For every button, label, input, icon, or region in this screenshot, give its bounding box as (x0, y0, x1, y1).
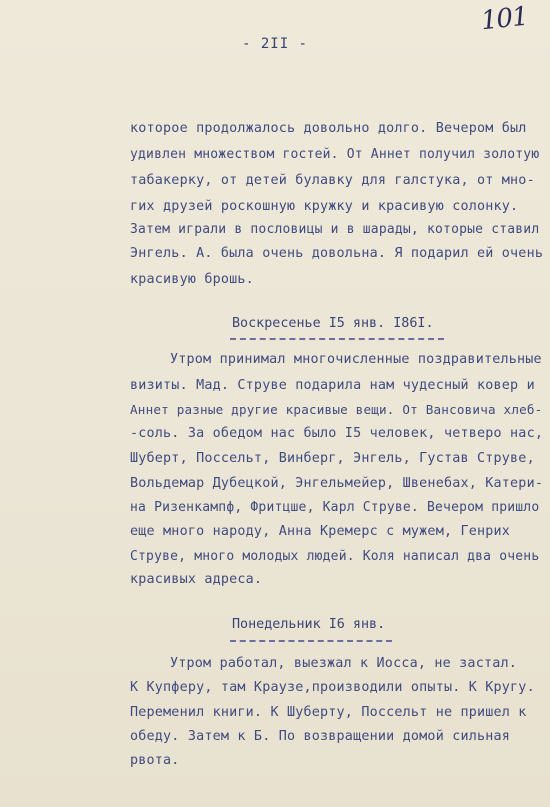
text-line: табакерку, от детей булавку для галстука, от мно- (130, 173, 535, 188)
section-heading: Понедельник І6 янв. (232, 617, 386, 632)
text-line: еще много народу, Анна Кремерс с мужем, Генрих (130, 524, 511, 539)
text-line: Энгель. А. была очень довольна. Я подарил ей очень (130, 246, 544, 261)
text-line: красивых адреса. (130, 572, 263, 587)
heading-underline (230, 640, 392, 642)
text-line: Затем играли в пословицы и в шарады, которые ставил (130, 222, 540, 237)
text-line: красивую брошь. (130, 272, 254, 287)
text-line: обеду. Затем к Б. По возвращении домой сильная (130, 729, 511, 744)
heading-underline (230, 338, 444, 340)
text-line: Утром принимал многочисленные поздравительные (170, 352, 542, 367)
text-line: гих друзей роскошную кружку и красивую солонку. (130, 199, 519, 214)
text-line: Аннет разные другие красивые вещи. От Вансовича хлеб- (130, 402, 543, 417)
text-line: которое продолжалось довольно долго. Вечером был (130, 121, 527, 136)
text-line: визиты. Мад. Струве подарила нам чудесный ковер и (130, 378, 535, 393)
handwritten-folio-number: 101 (479, 1, 530, 37)
text-line: Переменил книги. К Шуберту, Поссельт не пришел к (130, 705, 527, 720)
text-line: -соль. За обедом нас было І5 человек, четверо нас, (130, 426, 544, 441)
text-line: К Купферу, там Краузе,производили опыты. К Кругу. (130, 680, 535, 695)
section-heading: Воскресенье І5 янв. І86І. (232, 316, 434, 331)
text-line: Струве, много молодых людей. Коля написал два очень (130, 549, 540, 564)
text-line: Утром работал, выезжал к Иосса, не застал. (170, 656, 517, 671)
text-line: рвота. (130, 753, 180, 768)
page-number: - 2II - (241, 36, 308, 52)
text-line: Вольдемар Дубецкой, Энгельмейер, Швенебах, Катери- (130, 476, 544, 491)
text-line: Шуберт, Поссельт, Винберг, Энгель, Густав Струве, (130, 451, 535, 466)
text-line: на Ризенкампф, Фритцше, Карл Струве. Вечером пришло (130, 500, 540, 515)
text-line: удивлен множеством гостей. От Аннет получил золотую (130, 147, 540, 162)
